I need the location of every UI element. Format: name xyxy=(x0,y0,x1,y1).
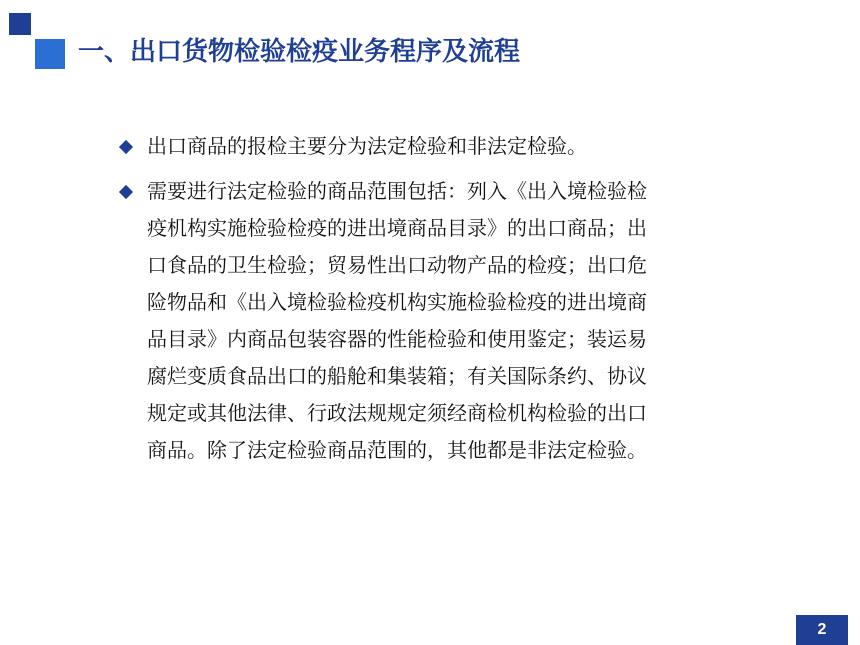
bullet-item-2 xyxy=(118,173,758,469)
bullet-item-1 xyxy=(118,128,758,165)
page-number: 2 xyxy=(796,615,848,645)
bullet-line: 需要进行法定检验的商品范围包括：列入《出入境检验检 xyxy=(147,179,647,203)
bullet-list xyxy=(118,128,758,477)
bullet-line: 规定或其他法律、行政法规规定须经商检机构检验的出口 xyxy=(147,401,647,425)
diamond-bullet-icon xyxy=(119,140,133,154)
slide-title: 一、出口货物检验检疫业务程序及流程 xyxy=(78,37,521,67)
bullet-line: 品目录》内商品包装容器的性能检验和使用鉴定；装运易 xyxy=(147,327,647,351)
diamond-bullet-icon xyxy=(119,185,133,199)
bullet-line: 商品。除了法定检验商品范围的，其他都是非法定检验。 xyxy=(147,438,647,462)
bullet-line: 腐烂变质食品出口的船舱和集装箱；有关国际条约、协议 xyxy=(147,364,647,388)
decor-square-dark xyxy=(9,13,31,35)
bullet-line: 口食品的卫生检验；贸易性出口动物产品的检疫；出口危 xyxy=(147,253,647,277)
decor-square-light xyxy=(35,39,65,69)
bullet-line: 疫机构实施检验检疫的进出境商品目录》的出口商品；出 xyxy=(147,216,647,240)
bullet-line: 出口商品的报检主要分为法定检验和非法定检验。 xyxy=(147,134,587,158)
bullet-line: 险物品和《出入境检验检疫机构实施检验检疫的进出境商 xyxy=(147,290,647,314)
